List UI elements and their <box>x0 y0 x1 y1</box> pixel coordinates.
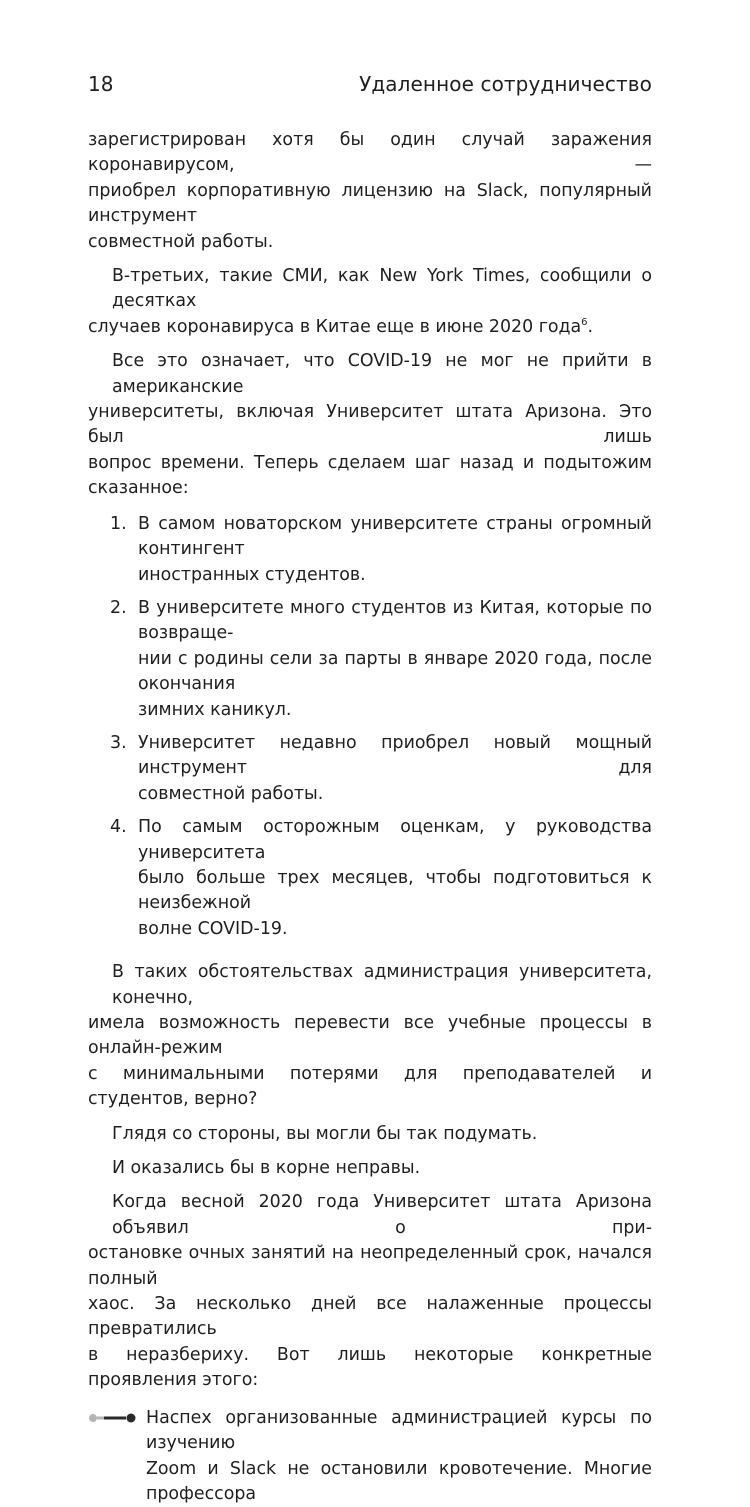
text-line: В таких обстоятельствах администрация университета, конечно, <box>88 960 652 1011</box>
paragraph-6 <box>88 1156 652 1181</box>
text-line: остановке очных занятий на неопределенный срок, начался полный <box>88 1241 652 1292</box>
list-item <box>88 731 652 807</box>
text-line: Когда весной 2020 года Университет штата Аризона объявил о при- <box>88 1190 652 1241</box>
page-header <box>88 72 652 102</box>
text-line: университеты, включая Университет штата Аризона. Это был лишь <box>88 400 652 451</box>
text-line: совместной работы. <box>88 230 652 255</box>
paragraph-4 <box>88 960 652 1112</box>
list-number: 3. <box>110 731 127 756</box>
numbered-list <box>88 512 652 943</box>
text-fragment: случаев коронавируса в Китае еще в июне 2020 года <box>88 317 581 337</box>
text-line: В самом новаторском университете страны огромный контингент <box>138 512 652 563</box>
paragraph-1 <box>88 128 652 255</box>
text-line: вопрос времени. Теперь сделаем шаг назад и подытожим сказанное: <box>88 451 652 502</box>
text-line: В-третьих, такие СМИ, как New York Times, сообщили о десятках <box>88 264 652 315</box>
text-line: Наспех организованные администрацией курсы по изучению <box>146 1406 652 1457</box>
text-line: волне COVID-19. <box>138 917 652 942</box>
text-line: иностранных студентов. <box>138 563 652 588</box>
list-number: 4. <box>110 815 127 840</box>
list-item <box>88 512 652 588</box>
text-line: имела возможность перевести все учебные процессы в онлайн-режим <box>88 1011 652 1062</box>
text-line: зарегистрирован хотя бы один случай заражения коронавирусом, — <box>88 128 652 179</box>
text-line-with-footnote <box>88 315 652 340</box>
paragraph-3 <box>88 349 652 501</box>
text-line: Все это означает, что COVID-19 не мог не прийти в американские <box>88 349 652 400</box>
text-line: Zoom и Slack не остановили кровотечение. Многие профессора <box>146 1457 652 1507</box>
list-number: 2. <box>110 596 127 621</box>
text-line: Глядя со стороны, вы могли бы так подумать. <box>88 1122 652 1147</box>
text-line: Университет недавно приобрел новый мощный инструмент для <box>138 731 652 782</box>
paragraph-7 <box>88 1190 652 1393</box>
footnote-marker: 6 <box>581 317 587 328</box>
bullet-marker-icon <box>88 1412 138 1424</box>
text-line: совместной работы. <box>138 782 652 807</box>
list-number: 1. <box>110 512 127 537</box>
paragraph-2 <box>88 264 652 340</box>
text-line: И оказались бы в корне неправы. <box>88 1156 652 1181</box>
list-item <box>88 596 652 723</box>
text-line: хаос. За несколько дней все налаженные процессы превратились <box>88 1292 652 1343</box>
text-line: было больше трех месяцев, чтобы подготовиться к неизбежной <box>138 866 652 917</box>
text-line: По самым осторожным оценкам, у руководства университета <box>138 815 652 866</box>
running-title: Удаленное сотрудничество <box>359 72 652 96</box>
bullet-item <box>88 1406 652 1507</box>
text-line: приобрел корпоративную лицензию на Slack, популярный инструмент <box>88 179 652 230</box>
text-line: в неразбериху. Вот лишь некоторые конкретные проявления этого: <box>88 1343 652 1394</box>
text-line: нии с родины сели за парты в январе 2020 года, после окончания <box>138 647 652 698</box>
page-number: 18 <box>88 72 113 96</box>
paragraph-5 <box>88 1122 652 1147</box>
text-line: В университете много студентов из Китая, которые по возвраще- <box>138 596 652 647</box>
page-body <box>88 128 652 1507</box>
text-fragment: . <box>588 317 594 337</box>
text-line: зимних каникул. <box>138 698 652 723</box>
list-item <box>88 815 652 942</box>
text-line: с минимальными потерями для преподавателей и студентов, верно? <box>88 1062 652 1113</box>
